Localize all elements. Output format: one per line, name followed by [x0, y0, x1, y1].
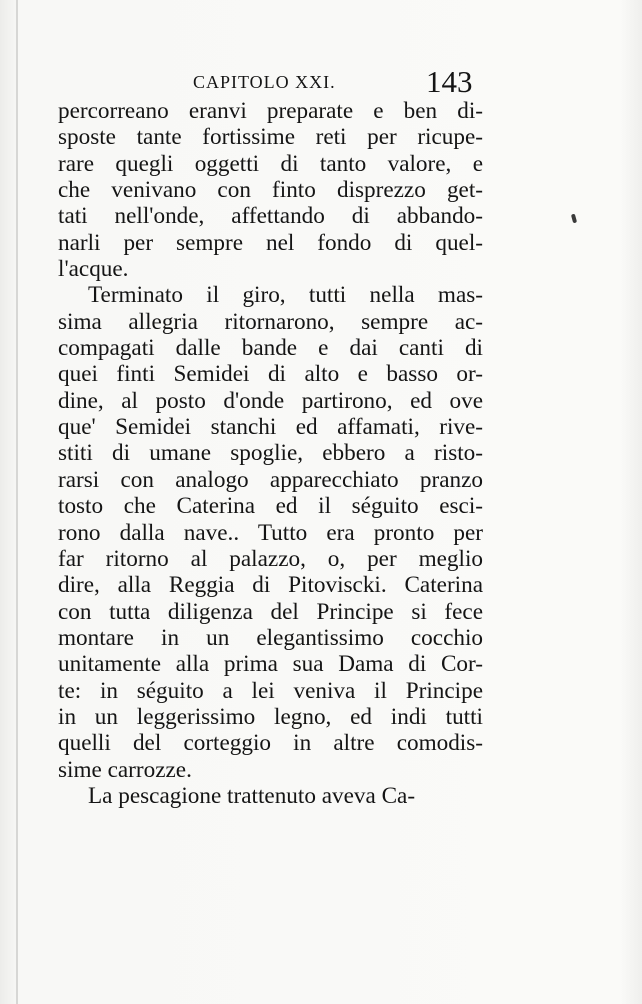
text-line: sime carrozze. — [58, 756, 192, 783]
page-number: 143 — [426, 64, 473, 99]
text-line: quei finti Semidei di alto e basso or- — [58, 361, 483, 388]
text-line: sima allegria ritornarono, sempre ac- — [58, 308, 483, 335]
text-line: rare quegli oggetti di tanto valore, e — [58, 150, 483, 177]
text-line: narli per sempre nel fondo di quel- — [58, 229, 483, 256]
gutter-line — [16, 0, 18, 1004]
text-line: sposte tante fortissime reti per ricupe- — [58, 124, 483, 151]
text-line: dire, alla Reggia di Pitoviscki. Caterina — [58, 572, 483, 599]
text-line: rono dalla nave.. Tutto era pronto per — [58, 519, 483, 546]
text-line: con tutta diligenza del Principe si fece — [58, 598, 483, 625]
text-line: compagati dalle bande e dai canti di — [58, 335, 483, 362]
body-text — [58, 98, 483, 809]
text-line: montare in un elegantissimo cocchio — [58, 624, 483, 651]
margin-ink-mark — [571, 214, 577, 224]
text-line: far ritorno al palazzo, o, per meglio — [58, 545, 483, 572]
running-head: CAPITOLO XXI. — [193, 72, 336, 92]
text-line: unitamente alla prima sua Dama di Cor- — [58, 651, 483, 678]
text-line: te: in séguito a lei veniva il Principe — [58, 677, 483, 704]
text-line: tati nell'onde, affettando di abbando- — [58, 203, 483, 230]
text-line: in un leggerissimo legno, ed indi tutti — [58, 703, 483, 730]
text-line: que' Semidei stanchi ed affamati, rive- — [58, 414, 483, 441]
text-line: dine, al posto d'onde partirono, ed ove — [58, 387, 483, 414]
text-line: percorreano eranvi preparate e ben di- — [58, 98, 483, 124]
text-line: l'acque. — [58, 256, 129, 283]
text-line: rarsi con analogo apparecchiato pranzo — [58, 466, 483, 493]
text-line: Terminato il giro, tutti nella mas- — [88, 282, 483, 309]
text-line: quelli del corteggio in altre comodis- — [58, 730, 483, 757]
text-line: stiti di umane spoglie, ebbero a risto- — [58, 440, 483, 467]
text-line: La pescagione trattenuto aveva Ca- — [88, 782, 416, 809]
text-line: che venivano con finto disprezzo get- — [58, 177, 483, 204]
text-line: tosto che Caterina ed il séguito esci- — [58, 493, 483, 520]
